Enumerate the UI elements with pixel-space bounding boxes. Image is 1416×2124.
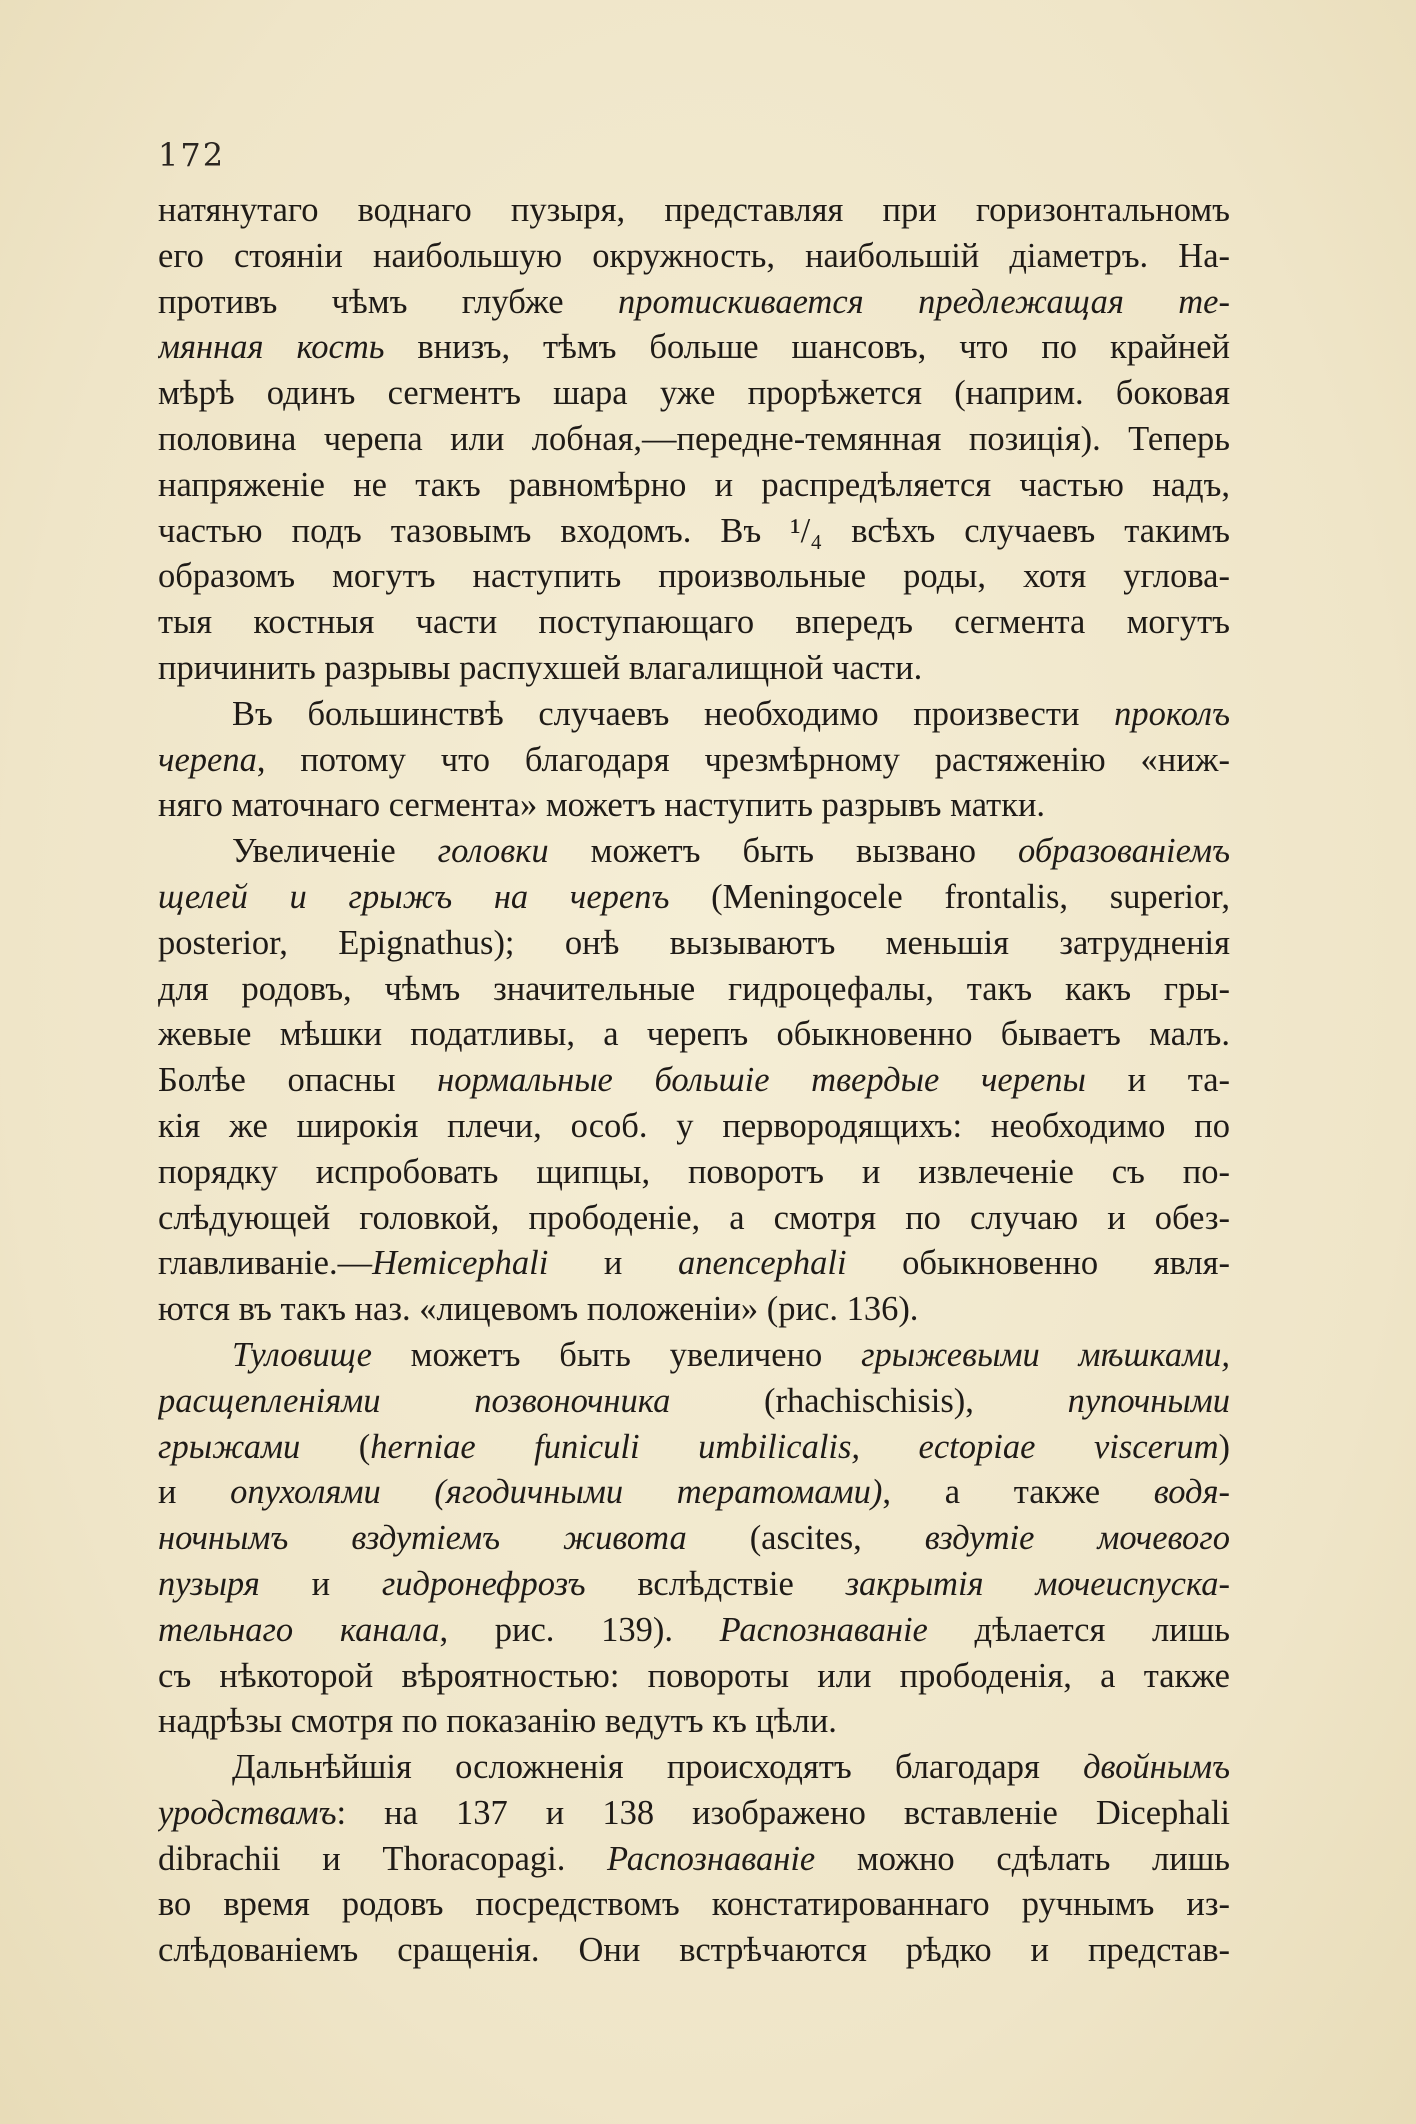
italic-text: вздутіе мочевого — [924, 1519, 1230, 1558]
text-line — [158, 1196, 1230, 1242]
text-segment: его стояніи наибольшую окружность, наибольшій діаметръ. На- — [158, 236, 1230, 275]
text-line — [158, 1012, 1230, 1058]
italic-text: уродствамъ — [158, 1793, 337, 1832]
italic-text: Распознаваніе — [607, 1839, 816, 1878]
text-segment: (rhachischisis), — [670, 1381, 1068, 1420]
text-segment: можетъ быть увеличено — [371, 1335, 862, 1374]
text-line — [158, 1150, 1230, 1196]
italic-text: черепа — [158, 740, 257, 779]
text-segment: тыя костныя части поступающаго впередъ сегмента могутъ — [158, 603, 1230, 642]
italic-text: образованіемъ — [1018, 832, 1230, 871]
text-segment: обыкновенно явля- — [846, 1244, 1230, 1283]
italic-text: щелей и грыжъ на черепъ — [158, 877, 670, 916]
text-segment: жевые мѣшки податливы, а черепъ обыкновенно бываетъ малъ. — [158, 1015, 1230, 1054]
italic-text: herniae funiculi umbilicalis, ectopiae viscerum — [370, 1427, 1219, 1466]
text-segment: частью подъ тазовымъ входомъ. Въ ¹/₄ всѣхъ случаевъ такимъ — [158, 511, 1230, 550]
italic-text: anencephali — [677, 1244, 847, 1283]
text-segment: posterior, Epignathus); онѣ вызываютъ меньшія затрудненія — [158, 923, 1230, 962]
italic-text: расщепленіями позвоночника — [158, 1381, 671, 1420]
italic-text: опухолями (ягодичными тератомами) — [230, 1473, 883, 1512]
italic-text: ночнымъ вздутіемъ живота — [158, 1519, 687, 1558]
text-line — [158, 325, 1230, 371]
text-segment: слѣдующей головкой, прободеніе, а смотря по случаю и обез- — [158, 1198, 1230, 1237]
text-segment: напряженіе не такъ равномѣрно и распредѣляется частью надъ, — [158, 465, 1230, 504]
text-segment: : на 137 и 138 изображено вставленіе Dicephali — [336, 1793, 1230, 1832]
text-segment: главливаніе.— — [158, 1244, 373, 1283]
text-segment: (ascites, — [686, 1519, 925, 1558]
italic-text: грыжевыми мѣшками, — [861, 1335, 1230, 1374]
text-line — [158, 188, 1230, 234]
text-line — [158, 554, 1230, 600]
text-line — [158, 463, 1230, 509]
text-line — [158, 783, 1230, 829]
text-segment: слѣдованіемъ сращенія. Они встрѣчаются рѣдко и представ- — [158, 1931, 1230, 1970]
text-line — [158, 417, 1230, 463]
text-line — [158, 1882, 1230, 1928]
text-segment: можетъ быть вызвано — [548, 832, 1019, 871]
text-segment: во время родовъ посредствомъ констатированнаго ручнымъ из- — [158, 1885, 1230, 1924]
italic-text: протискивается предлежащая те- — [617, 282, 1230, 321]
text-segment: порядку испробовать щипцы, поворотъ и извлеченіе съ по- — [158, 1152, 1230, 1191]
text-segment: ) — [1218, 1427, 1230, 1466]
italic-text: двойнымъ — [1083, 1748, 1230, 1787]
italic-text: пузыря — [158, 1564, 260, 1603]
text-segment: для родовъ, чѣмъ значительные гидроцефалы, такъ какъ гры- — [158, 969, 1230, 1008]
text-segment: дѣлается лишь — [927, 1610, 1230, 1649]
text-line — [158, 1745, 1230, 1791]
text-line — [158, 967, 1230, 1013]
text-segment: и — [158, 1473, 231, 1512]
italic-text: Распознаваніе — [719, 1610, 928, 1649]
text-line — [158, 1104, 1230, 1150]
text-segment: внизъ, тѣмъ больше шансовъ, что по крайней — [384, 328, 1230, 367]
text-line — [158, 234, 1230, 280]
text-segment: причинить разрывы распухшей влагалищной части. — [158, 648, 923, 687]
italic-text: мянная кость — [158, 328, 385, 367]
italic-text: тельнаго канала — [158, 1610, 440, 1649]
italic-text: Туловище — [232, 1335, 372, 1374]
italic-text: водя- — [1153, 1473, 1230, 1512]
text-segment: надрѣзы смотря по показанію ведутъ къ цѣли. — [158, 1702, 837, 1741]
text-line — [158, 1791, 1230, 1837]
text-segment: мѣрѣ одинъ сегментъ шара уже прорѣжется (наприм. боковая — [158, 374, 1230, 413]
text-line — [158, 1470, 1230, 1516]
text-segment: противъ чѣмъ глубже — [158, 282, 618, 321]
body-text — [158, 188, 1230, 1974]
italic-text: закрытія мочеиспуска- — [845, 1564, 1230, 1603]
text-segment: и та- — [1085, 1061, 1230, 1100]
text-segment: образомъ могутъ наступить произвольные роды, хотя углова- — [158, 557, 1230, 596]
text-line — [158, 1928, 1230, 1974]
text-line — [158, 1654, 1230, 1700]
text-segment: и — [548, 1244, 678, 1283]
text-line — [158, 509, 1230, 555]
text-line — [158, 371, 1230, 417]
text-segment: кія же широкія плечи, особ. у первородящихъ: необходимо по — [158, 1106, 1230, 1145]
text-segment: dibrachii и Thoracopagi. — [158, 1839, 608, 1878]
italic-text: Hemicephali — [372, 1244, 549, 1283]
text-segment: вслѣдствіе — [585, 1564, 846, 1603]
text-line — [158, 1837, 1230, 1883]
text-segment: , рис. 139). — [439, 1610, 720, 1649]
text-line — [158, 1562, 1230, 1608]
text-segment: Болѣе опасны — [158, 1061, 438, 1100]
text-line — [158, 1241, 1230, 1287]
text-segment: , а также — [882, 1473, 1154, 1512]
text-segment: , потому что благодаря чрезмѣрному растяженію «ниж- — [256, 740, 1230, 779]
text-line — [158, 1058, 1230, 1104]
text-segment: половина черепа или лобная,—передне-темянная позиція). Теперь — [158, 419, 1230, 458]
text-line — [158, 600, 1230, 646]
text-line — [158, 1333, 1230, 1379]
text-line — [158, 1379, 1230, 1425]
text-line — [158, 280, 1230, 326]
text-segment: Увеличеніе — [232, 832, 438, 871]
text-line — [158, 1425, 1230, 1471]
italic-text: грыжами — [158, 1427, 301, 1466]
text-line — [158, 646, 1230, 692]
text-line — [158, 1287, 1230, 1333]
text-segment: можно сдѣлать лишь — [815, 1839, 1230, 1878]
italic-text: гидронефрозъ — [381, 1564, 586, 1603]
text-line — [158, 1608, 1230, 1654]
text-line — [158, 1699, 1230, 1745]
text-segment: и — [259, 1564, 382, 1603]
text-line — [158, 921, 1230, 967]
text-segment: съ нѣкоторой вѣроятностью: повороты или прободенія, а также — [158, 1656, 1230, 1695]
text-segment: Дальнѣйшія осложненія происходятъ благодаря — [232, 1748, 1084, 1787]
italic-text: головки — [437, 832, 549, 871]
italic-text: нормальные большіе твердые черепы — [437, 1061, 1086, 1100]
text-segment: ( — [300, 1427, 371, 1466]
text-line — [158, 829, 1230, 875]
text-segment: ются въ такъ наз. «лицевомъ положеніи» (рис. 136). — [158, 1290, 919, 1329]
text-segment: натянутаго воднаго пузыря, представляя при горизонтальномъ — [158, 191, 1230, 229]
text-line — [158, 875, 1230, 921]
italic-text: проколъ — [1114, 694, 1230, 733]
text-segment: Въ большинствѣ случаевъ необходимо произвести — [232, 694, 1115, 733]
page-number: 172 — [158, 136, 226, 174]
italic-text: пупочными — [1067, 1381, 1230, 1420]
text-line — [158, 738, 1230, 784]
text-segment: (Meningocele frontalis, superior, — [669, 877, 1230, 916]
text-segment: няго маточнаго сегмента» можетъ наступить разрывъ матки. — [158, 786, 1046, 825]
text-line — [158, 1516, 1230, 1562]
text-line — [158, 692, 1230, 738]
